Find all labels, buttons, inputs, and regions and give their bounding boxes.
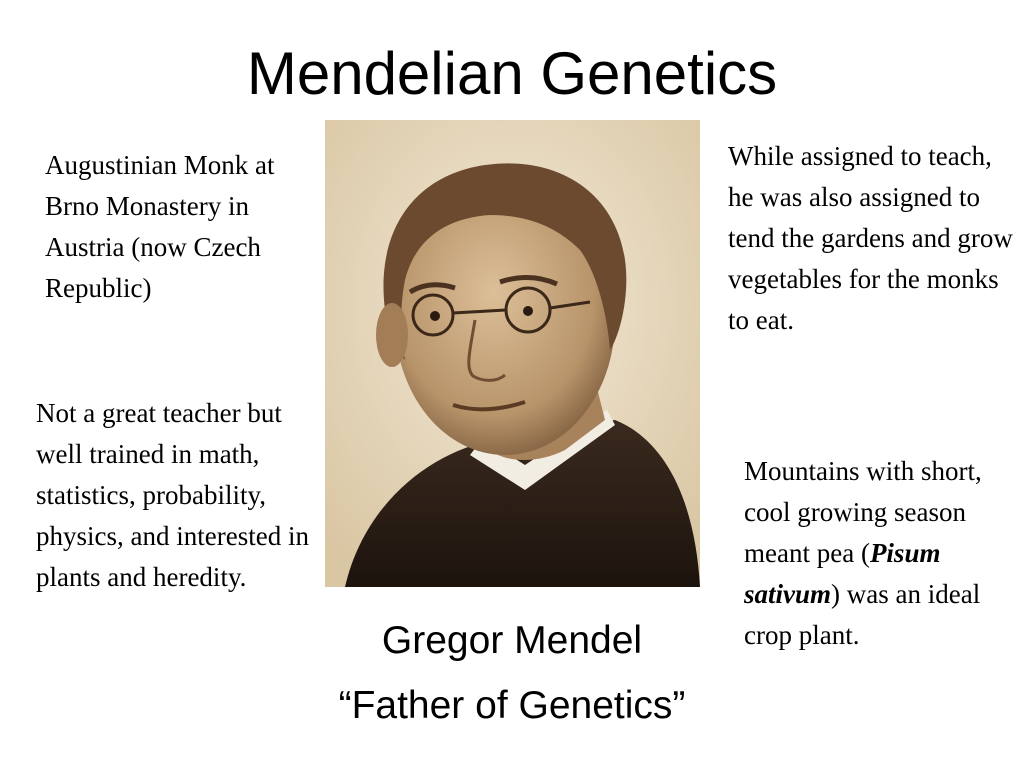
monk-note: Augustinian Monk at Brno Monastery in Austria (now Czech Republic) — [45, 150, 275, 303]
portrait-caption-subtitle: “Father of Genetics” — [338, 684, 686, 727]
right-eye — [523, 306, 533, 316]
pea-note-text-end: ) was an ideal crop plant. — [744, 579, 981, 650]
mendel-portrait — [325, 120, 700, 587]
ear — [376, 303, 408, 367]
left-eye — [430, 311, 440, 321]
pea-note-text-start: Mountains with short, cool growing season meant pea ( — [744, 456, 982, 568]
portrait-illustration — [325, 120, 700, 587]
pea-note — [744, 451, 1024, 656]
pea-species-name: Pisum sativum — [744, 538, 941, 609]
education-note: Not a great teacher but well trained in math, statistics, probability, physics, and interested in plants and heredity. — [36, 398, 309, 592]
slide-title: Mendelian Genetics — [246, 40, 778, 107]
garden-note: While assigned to teach, he was also assigned to tend the gardens and grow vegetables for the monks to eat. — [728, 141, 1013, 335]
portrait-caption-name: Gregor Mendel — [381, 619, 643, 662]
